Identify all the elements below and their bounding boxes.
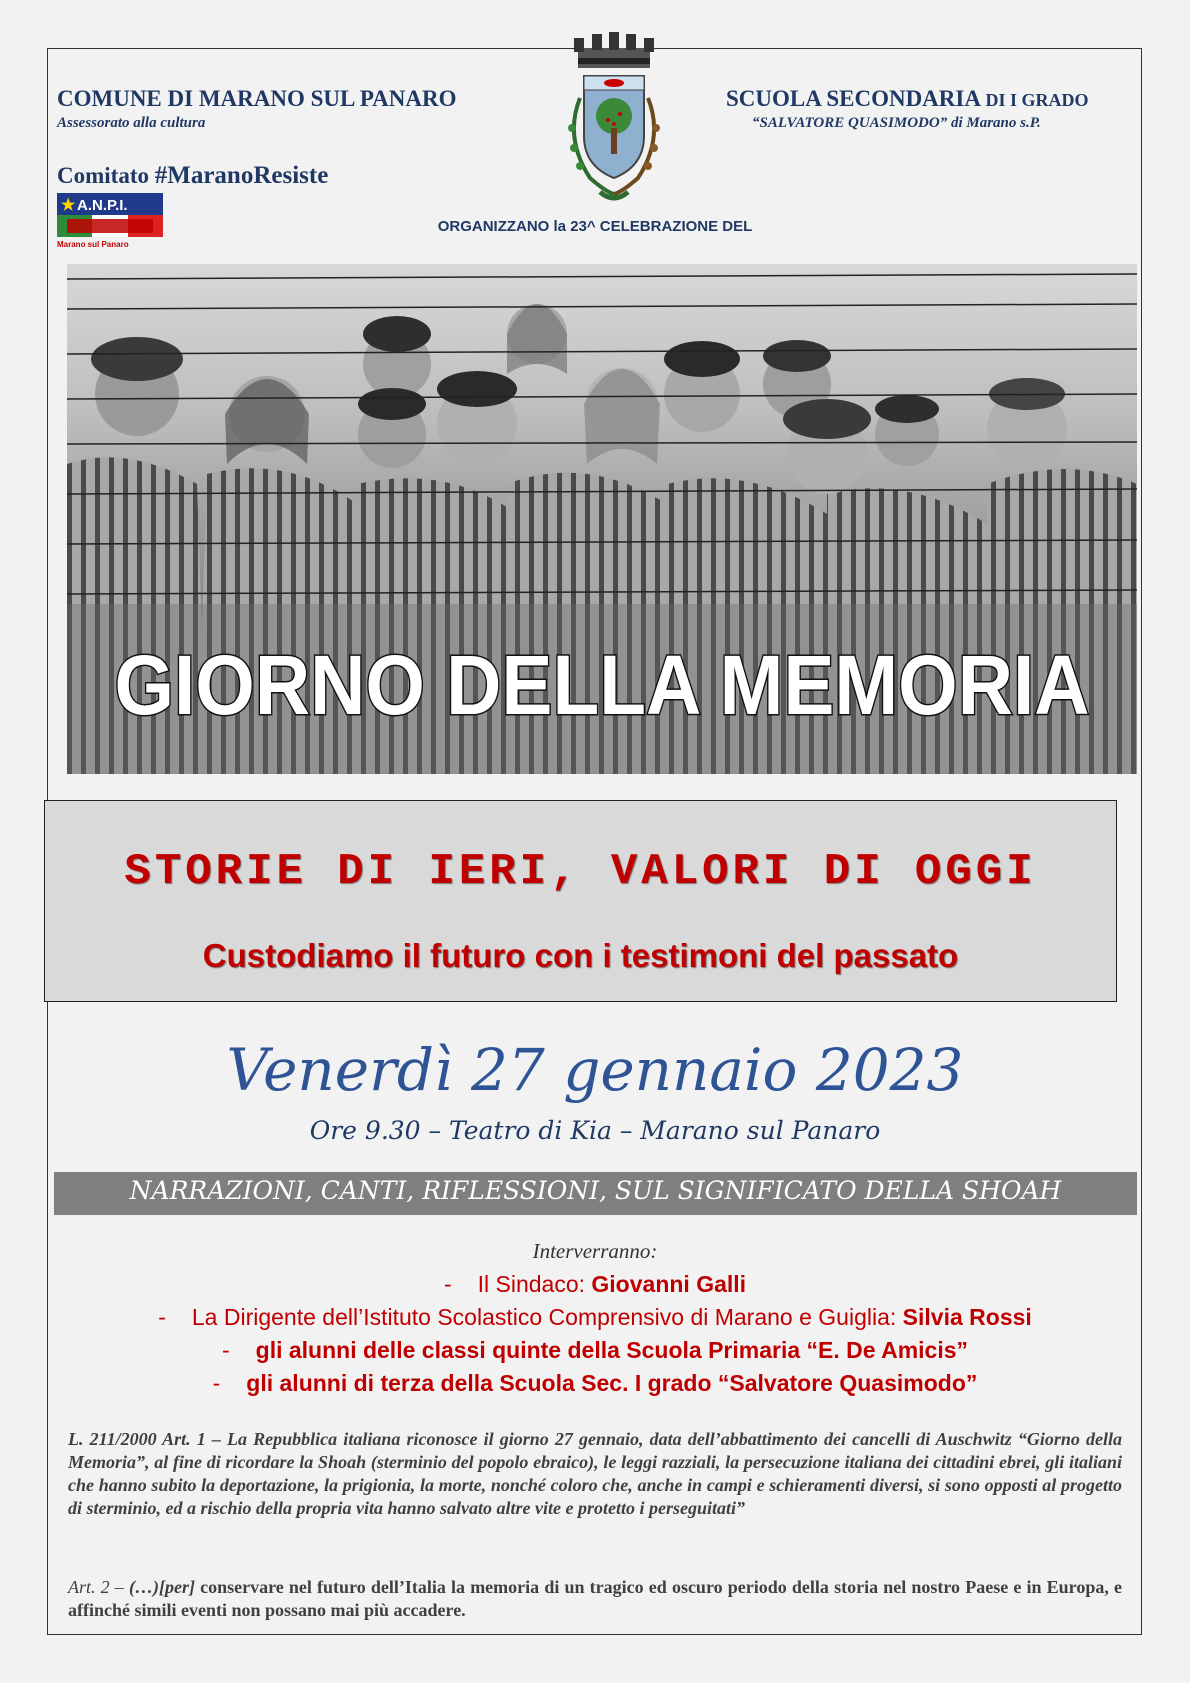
banner-title: STORIE DI IERI, VALORI DI OGGI [124, 847, 1037, 897]
comune-subtitle: Assessorato alla cultura [57, 115, 206, 131]
photo-title: GIORNO DELLA MEMORIA [114, 638, 1090, 732]
scuola-subtitle: “SALVATORE QUASIMODO” di Marano s.P. [752, 115, 1041, 131]
event-date: Venerdì 27 gennaio 2023 [226, 1036, 964, 1104]
list-dash: - [212, 1370, 221, 1396]
speaker-name: Giovanni Galli [591, 1271, 747, 1297]
banner-subtitle: Custodiamo il futuro con i testimoni del passato [202, 937, 959, 974]
scuola-title [726, 86, 1088, 112]
program-text: NARRAZIONI, CANTI, RIFLESSIONI, SUL SIGNIFICATO DELLA SHOAH [129, 1176, 1062, 1205]
law-art2-italic: (…)[per] [128, 1577, 195, 1597]
list-dash: - [443, 1271, 452, 1297]
coat-of-arms-icon [550, 28, 678, 206]
scuola-title-main: SCUOLA SECONDARIA [726, 86, 986, 111]
speaker-name: gli alunni di terza della Scuola Sec. I grado “Salvatore Quasimodo” [246, 1370, 978, 1396]
list-item [0, 1301, 1190, 1334]
comune-title: COMUNE DI MARANO SUL PANARO [57, 86, 457, 111]
law-art2-text: conservare nel futuro dell’Italia la memoria di un tragico ed oscuro periodo della storia nel nostro Paese e in Europa, e affinché simili eventi non possano mai più accadere. [68, 1577, 1122, 1620]
comitato-label [57, 162, 328, 190]
list-dash: - [221, 1337, 230, 1363]
speakers-list [0, 1268, 1190, 1400]
speaker-name: Silvia Rossi [902, 1304, 1032, 1330]
event-time-place: Ore 9.30 – Teatro di Kia – Marano sul Panaro [309, 1116, 881, 1145]
speakers-heading: Interverranno: [532, 1239, 658, 1263]
speaker-role: Il Sindaco: [477, 1271, 592, 1297]
memorial-photo [67, 264, 1137, 774]
comitato-prefix: Comitato [57, 163, 155, 188]
organizzano-line: ORGANIZZANO la 23^ CELEBRAZIONE DEL [437, 218, 753, 235]
list-item [0, 1334, 1190, 1367]
list-item [0, 1268, 1190, 1301]
svg-text:★: ★ [61, 197, 76, 214]
anpi-label: A.N.P.I. [77, 197, 128, 214]
anpi-sub: Marano sul Panaro [57, 240, 129, 249]
comitato-tag: #MaranoResiste [154, 162, 329, 189]
law-article-2 [68, 1576, 1122, 1622]
list-dash: - [158, 1304, 166, 1330]
speaker-name: gli alunni delle classi quinte della Scuola Primaria “E. De Amicis” [255, 1337, 969, 1363]
list-item [0, 1367, 1190, 1400]
scuola-title-small: DI I GRADO [985, 90, 1089, 110]
law-art2-prefix: Art. 2 – [68, 1577, 129, 1597]
speaker-role: La Dirigente dell’Istituto Scolastico Comprensivo di Marano e Guiglia: [191, 1304, 903, 1330]
law-article-1: L. 211/2000 Art. 1 – La Repubblica italiana riconosce il giorno 27 gennaio, data dell’abbattimento dei cancelli di Auschwitz “Giorno della Memoria”, al fine di ricordare la Shoah (sterminio del popolo ebraico), le leggi razziali, la persecuzione italiana dei cittadini ebrei, gli italiani che hanno subito la deportazione, la prigionia, la morte, nonché coloro che, anche in campi e schieramenti diversi, si sono opposti al progetto di sterminio, ed a rischio della propria vita hanno salvato altre vite e protetto i perseguitati” [68, 1429, 1122, 1518]
